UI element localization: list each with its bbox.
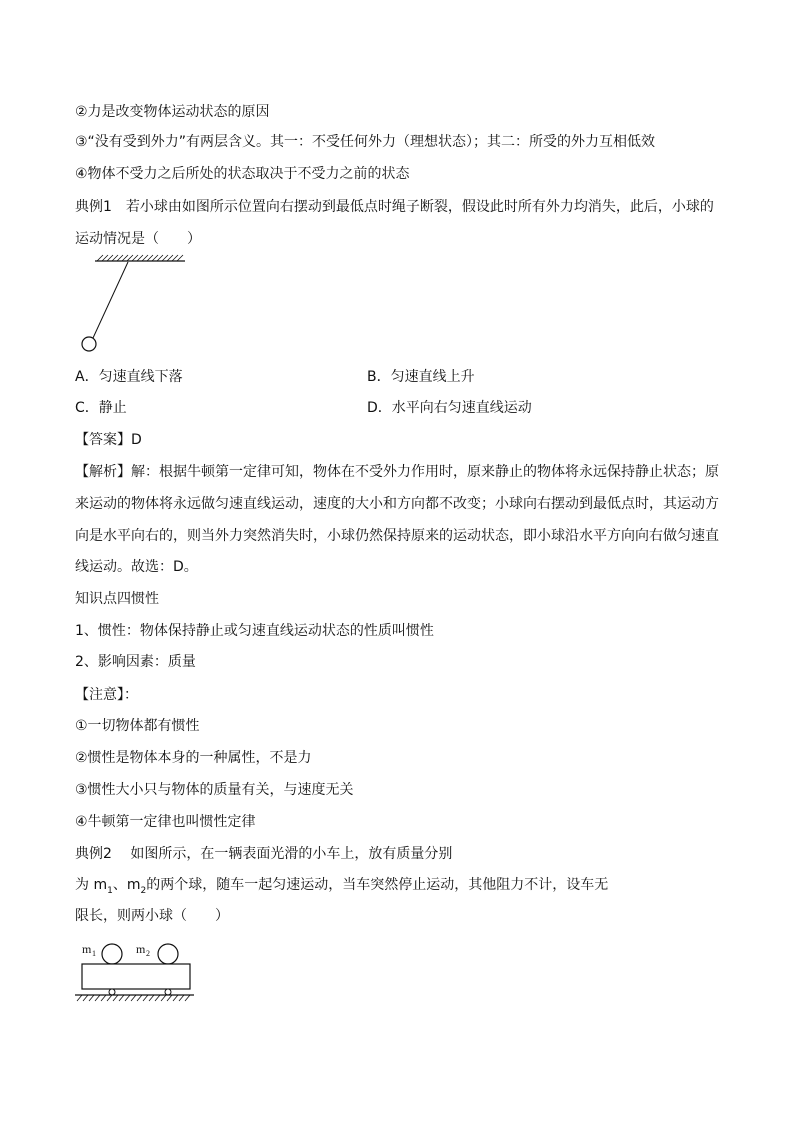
analysis-line1: 【解析】解：根据牛顿第一定律可知，物体在不受外力作用时，原来静止的物体将永远保持静止状态；原	[75, 464, 719, 480]
pendulum-ball	[82, 337, 96, 351]
answer-line: 【答案】D	[75, 432, 142, 448]
knowledge-point-heading: 知识点四惯性	[75, 591, 159, 607]
inertia-factor: 2、影响因素：质量	[75, 654, 196, 670]
pendulum-figure	[80, 254, 190, 354]
m1-subscript: 1	[92, 949, 96, 958]
ground-hatch	[77, 995, 190, 1001]
m2-subscript: 2	[146, 949, 150, 958]
cart-figure	[72, 937, 202, 1007]
example1-question-line1: 典例1 若小球由如图所示位置向右摆动到最低点时绳子断裂，假设此时所有外力均消失，此后，小球的	[75, 199, 714, 215]
ball-m1	[102, 944, 122, 964]
rule-4: ④物体不受力之后所处的状态取决于不受力之前的状态	[75, 166, 410, 182]
option-b: B．匀速直线上升	[367, 369, 475, 385]
example2-question-line1: 典例2 如图所示，在一辆表面光滑的小车上，放有质量分别	[75, 846, 453, 862]
note-item-3: ③惯性大小只与物体的质量有关，与速度无关	[75, 782, 354, 798]
option-d: D．水平向右匀速直线运动	[367, 400, 532, 416]
analysis-line3: 向是水平向右的，则当外力突然消失时，小球仍然保持原来的运动状态，即小球沿水平方向向右做匀速直	[75, 528, 719, 544]
cart-wheel-right	[165, 989, 171, 995]
analysis-line4: 线运动。故选：D。	[75, 559, 198, 575]
m2-label: m	[136, 942, 146, 956]
example2-sub-1: 1	[107, 885, 113, 896]
example2-text-b: 、m	[112, 877, 141, 893]
example2-text-c: 的两个球，随车一起匀速运动，当车突然停止运动，其他阻力不计，设车无	[146, 877, 609, 893]
analysis-line2: 来运动的物体将永远做匀速直线运动，速度的大小和方向都不改变；小球向右摆动到最低点时，其运动方	[75, 496, 719, 512]
rule-3: ③“没有受到外力”有两层含义。其一：不受任何外力（理想状态）；其二：所受的外力互相低效	[75, 134, 656, 150]
cart-body	[82, 964, 190, 989]
option-a: A．匀速直线下落	[75, 369, 183, 385]
option-c: C．静止	[75, 400, 127, 416]
m1-label: m	[82, 942, 92, 956]
example2-text-a: 为 m	[75, 877, 108, 893]
pendulum-string	[93, 262, 128, 338]
note-item-4: ④牛顿第一定律也叫惯性定律	[75, 814, 256, 830]
cart-wheel-left	[109, 989, 115, 995]
inertia-definition: 1、惯性：物体保持静止或匀速直线运动状态的性质叫惯性	[75, 623, 434, 639]
example2-question-line2	[75, 875, 608, 901]
note-heading: 【注意】：	[75, 687, 138, 703]
ceiling-hatch	[97, 255, 183, 261]
note-item-1: ①一切物体都有惯性	[75, 718, 200, 734]
rule-2: ②力是改变物体运动状态的原因	[75, 104, 270, 120]
ball-m2	[158, 944, 178, 964]
example1-question-line2: 运动情况是（ ）	[75, 231, 201, 247]
example2-question-line3: 限长，则两小球（ ）	[75, 908, 229, 924]
note-item-2: ②惯性是物体本身的一种属性，不是力	[75, 750, 312, 766]
example2-sub-2: 2	[140, 885, 147, 896]
